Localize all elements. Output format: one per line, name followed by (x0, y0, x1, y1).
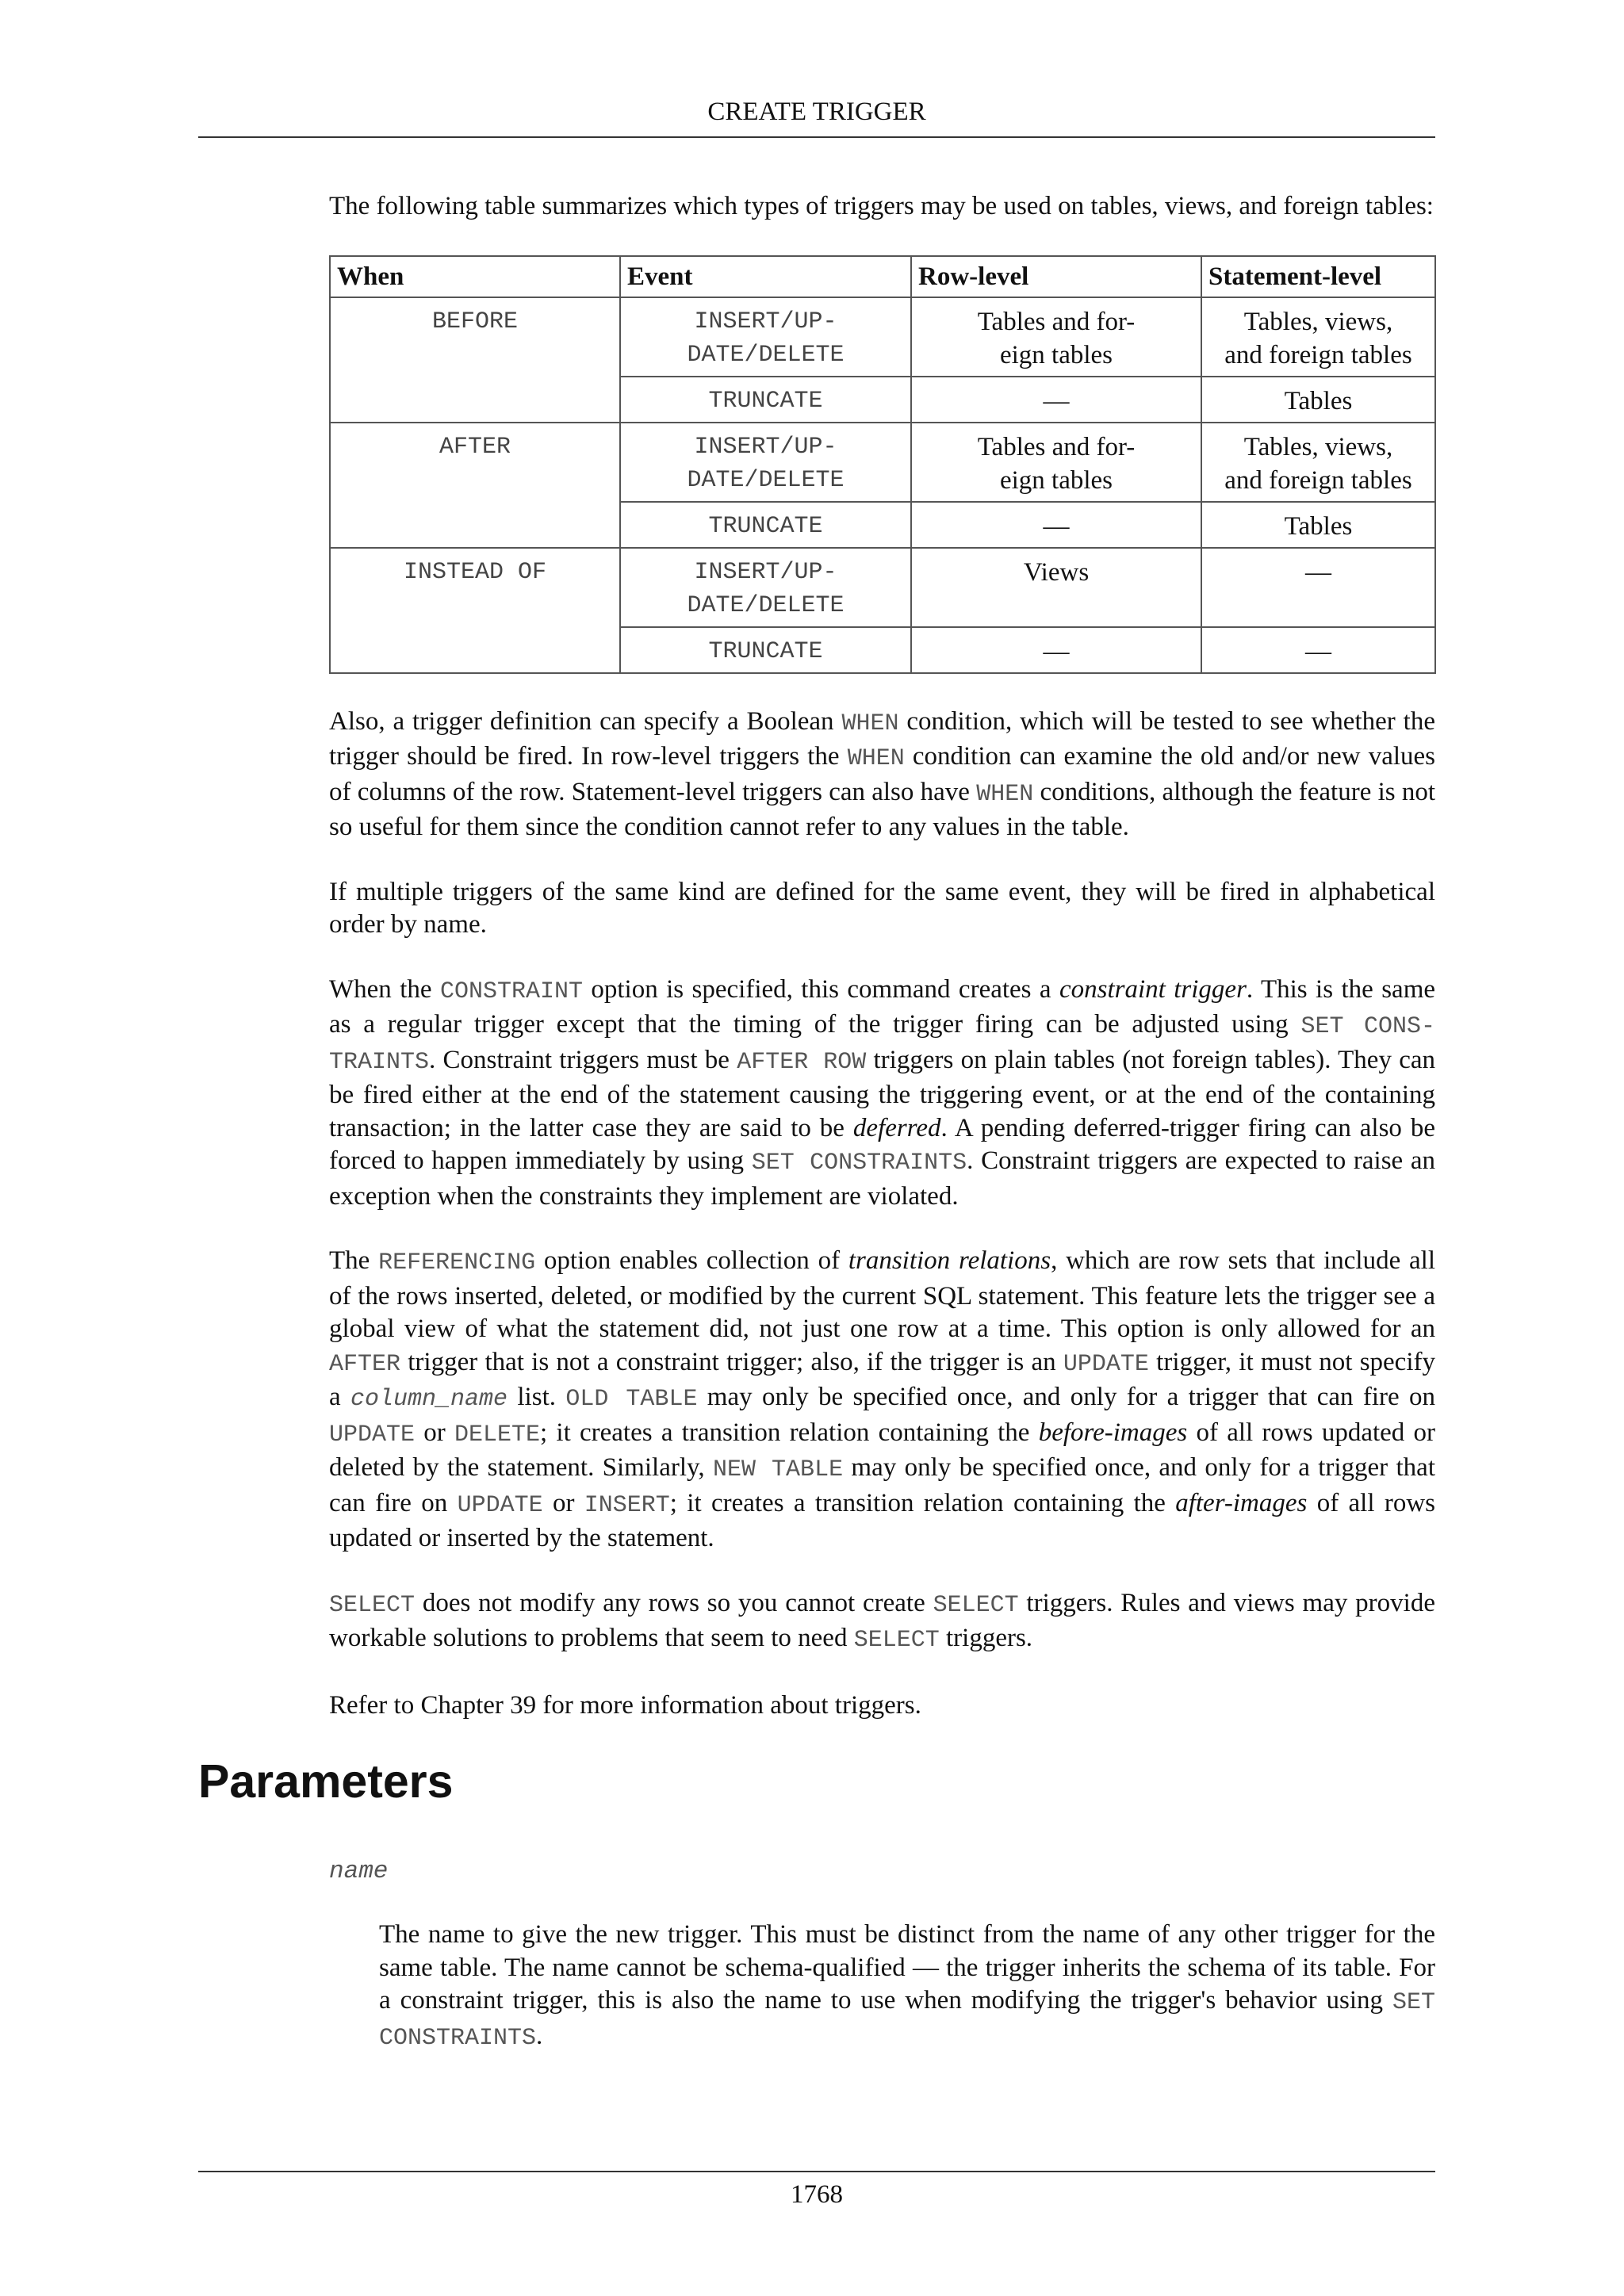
inline-code: AFTER ROW (737, 1048, 867, 1076)
body-paragraph (329, 1689, 1435, 1723)
body-paragraph (329, 974, 1435, 1214)
table-header-row (330, 256, 1435, 297)
inline-code: UPDATE (329, 1421, 416, 1448)
text-run: option enables collection of (535, 1246, 848, 1275)
text-run: does not modify any rows so you cannot create (415, 1588, 933, 1617)
text-run: The (329, 1246, 379, 1275)
col-header-statement-level: Statement-level (1201, 256, 1435, 297)
table-body (330, 297, 1435, 673)
cell-statement-level: Tables (1201, 502, 1435, 548)
cell-when: AFTER (330, 423, 620, 548)
inline-code: WHEN (841, 710, 899, 737)
inline-code: SET CONSTRAINTS (751, 1150, 967, 1177)
inline-code: WHEN (847, 745, 905, 772)
emphasis-term: before-images (1038, 1418, 1188, 1447)
body-paragraph (329, 1587, 1435, 1658)
text-run: triggers. (939, 1624, 1033, 1652)
inline-code: OLD TABLE (565, 1386, 698, 1413)
text-run: Also, a trigger definition can specify a Boolean (329, 706, 842, 736)
footer-rule (198, 2171, 1435, 2172)
cell-event: TRUNCATE (620, 377, 911, 423)
cell-row-level: — (911, 502, 1201, 548)
text-run: conditions, although the feature is not so useful for them since the condition cannot refer to any values in the table. (329, 777, 1436, 841)
inline-code: REFERENCING (378, 1249, 536, 1276)
body-paragraph (329, 706, 1435, 844)
cell-statement-level: — (1201, 627, 1435, 673)
inline-code: SET CONS-TRAINTS (329, 1013, 1435, 1076)
cell-event: TRUNCATE (620, 627, 911, 673)
text-run: of all rows updated or inserted by the statement. (329, 1488, 1435, 1552)
text-run: or (542, 1488, 584, 1517)
cell-when: BEFORE (330, 297, 620, 423)
table-row (330, 548, 1435, 627)
col-header-row-level: Row-level (911, 256, 1201, 297)
text-run: ; it creates a transition relation containing the (540, 1418, 1039, 1447)
text-run: may only be specified once, and only for a trigger that can fire on (329, 1453, 1436, 1517)
inline-code: SELECT (329, 1591, 416, 1619)
cell-row-level: Views (911, 548, 1201, 627)
text-run: or (415, 1418, 454, 1447)
cell-event: TRUNCATE (620, 502, 911, 548)
body-paragraphs (329, 706, 1435, 1723)
header-rule (198, 136, 1435, 138)
cell-row-level: — (911, 627, 1201, 673)
cell-event: INSERT/UP- DATE/DELETE (620, 548, 911, 627)
running-header: CREATE TRIGGER (707, 98, 926, 126)
text-run: condition, which will be tested to see whether the trigger should be fired. In row-level triggers the (329, 706, 1435, 771)
inline-code: NEW TABLE (712, 1456, 844, 1483)
parameter-description (379, 1919, 1435, 2055)
cell-event: INSERT/UP- DATE/DELETE (620, 297, 911, 377)
table-row (330, 423, 1435, 502)
cell-event: INSERT/UP- DATE/DELETE (620, 423, 911, 502)
cell-row-level: Tables and for- eign tables (911, 423, 1201, 502)
inline-code: DELETE (454, 1421, 541, 1448)
cell-when: INSTEAD OF (330, 548, 620, 673)
text-run: condition can examine the old and/or new values of columns of the row. Statement-level triggers can also have (329, 742, 1435, 806)
text-run: may only be specified once, and only for a trigger that can fire on (697, 1383, 1435, 1411)
text-run: , which are row sets that include all of the rows inserted, deleted, or modified by the current SQL statement. This feature lets the trigger see a global view of what the statement did, not just one row at a time. This option is only allowed for an (329, 1246, 1435, 1343)
col-header-event: Event (620, 256, 911, 297)
main-content (329, 190, 1435, 1754)
text-run: of all rows updated or deleted by the statement. Similarly, (329, 1418, 1435, 1482)
text-run: . A pending deferred-trigger firing can also be forced to happen immediately by using (329, 1113, 1436, 1175)
text-run: list. (508, 1383, 566, 1411)
cell-row-level: Tables and for- eign tables (911, 297, 1201, 377)
cell-statement-level: Tables, views, and foreign tables (1201, 423, 1435, 502)
parameter-term: name (329, 1858, 389, 1885)
inline-code: UPDATE (457, 1491, 543, 1519)
cell-statement-level: — (1201, 548, 1435, 627)
cell-row-level: — (911, 377, 1201, 423)
cell-statement-level: Tables, views, and foreign tables (1201, 297, 1435, 377)
inline-code: SELECT (933, 1591, 1019, 1619)
inline-code: INSERT (584, 1491, 670, 1519)
text-run: . This is the same as a regular trigger except that the timing of the trigger firing can be adjusted using (329, 974, 1436, 1039)
inline-code: AFTER (329, 1350, 401, 1378)
text-run: triggers. Rules and views may provide workable solutions to problems that seem to need (329, 1588, 1435, 1652)
intro-paragraph: The following table summarizes which types of triggers may be used on tables, views, and foreign tables: (329, 192, 1434, 220)
text-run: trigger that is not a constraint trigger; also, if the trigger is an (400, 1347, 1063, 1376)
text-run: trigger, it must not specify a (329, 1347, 1435, 1411)
text-run: . (536, 2021, 543, 2050)
cell-statement-level: Tables (1201, 377, 1435, 423)
page-number: 1768 (791, 2180, 843, 2209)
text-run: option is specified, this command creates a (582, 974, 1059, 1004)
text-run: . Constraint triggers are expected to raise an exception when the constraints they implement are violated. (329, 1146, 1436, 1211)
section-heading-parameters: Parameters (198, 1755, 454, 1808)
text-run: triggers on plain tables (not foreign tables). They can be fired either at the end of the statement causing the triggering event, or at the end of the containing transaction; in the latter case they are said to be (329, 1045, 1435, 1142)
trigger-types-table (329, 255, 1436, 674)
inline-code: UPDATE (1063, 1350, 1149, 1378)
col-header-when: When (330, 256, 620, 297)
text-run: Refer to Chapter 39 for more information about triggers. (329, 1690, 921, 1720)
emphasis-term: constraint trigger (1059, 974, 1247, 1004)
text-run: . Constraint triggers must be (429, 1045, 737, 1074)
body-paragraph (329, 1245, 1435, 1556)
inline-code: WHEN (976, 780, 1034, 808)
inline-code: CONSTRAINT (439, 978, 583, 1005)
inline-code: SET CONSTRAINTS (379, 1989, 1435, 2052)
inline-code-placeholder: column_name (350, 1386, 508, 1413)
text-run: If multiple triggers of the same kind are defined for the same event, they will be fired in alphabetical order by name. (329, 877, 1435, 939)
emphasis-term: transition relations (848, 1246, 1051, 1275)
inline-code: SELECT (853, 1627, 940, 1654)
text-run: When the (329, 974, 440, 1004)
body-paragraph (329, 876, 1435, 942)
emphasis-term: deferred (852, 1113, 941, 1142)
text-run: ; it creates a transition relation containing the (669, 1488, 1176, 1517)
table-row (330, 297, 1435, 377)
emphasis-term: after-images (1175, 1488, 1308, 1517)
text-run: The name to give the new trigger. This must be distinct from the name of any other trigger for the same table. The name cannot be schema-qualified — the trigger inherits the schema of its table. For a constraint trigger, this is also the name to use when modifying the trigger's behavior using (379, 1920, 1435, 2015)
